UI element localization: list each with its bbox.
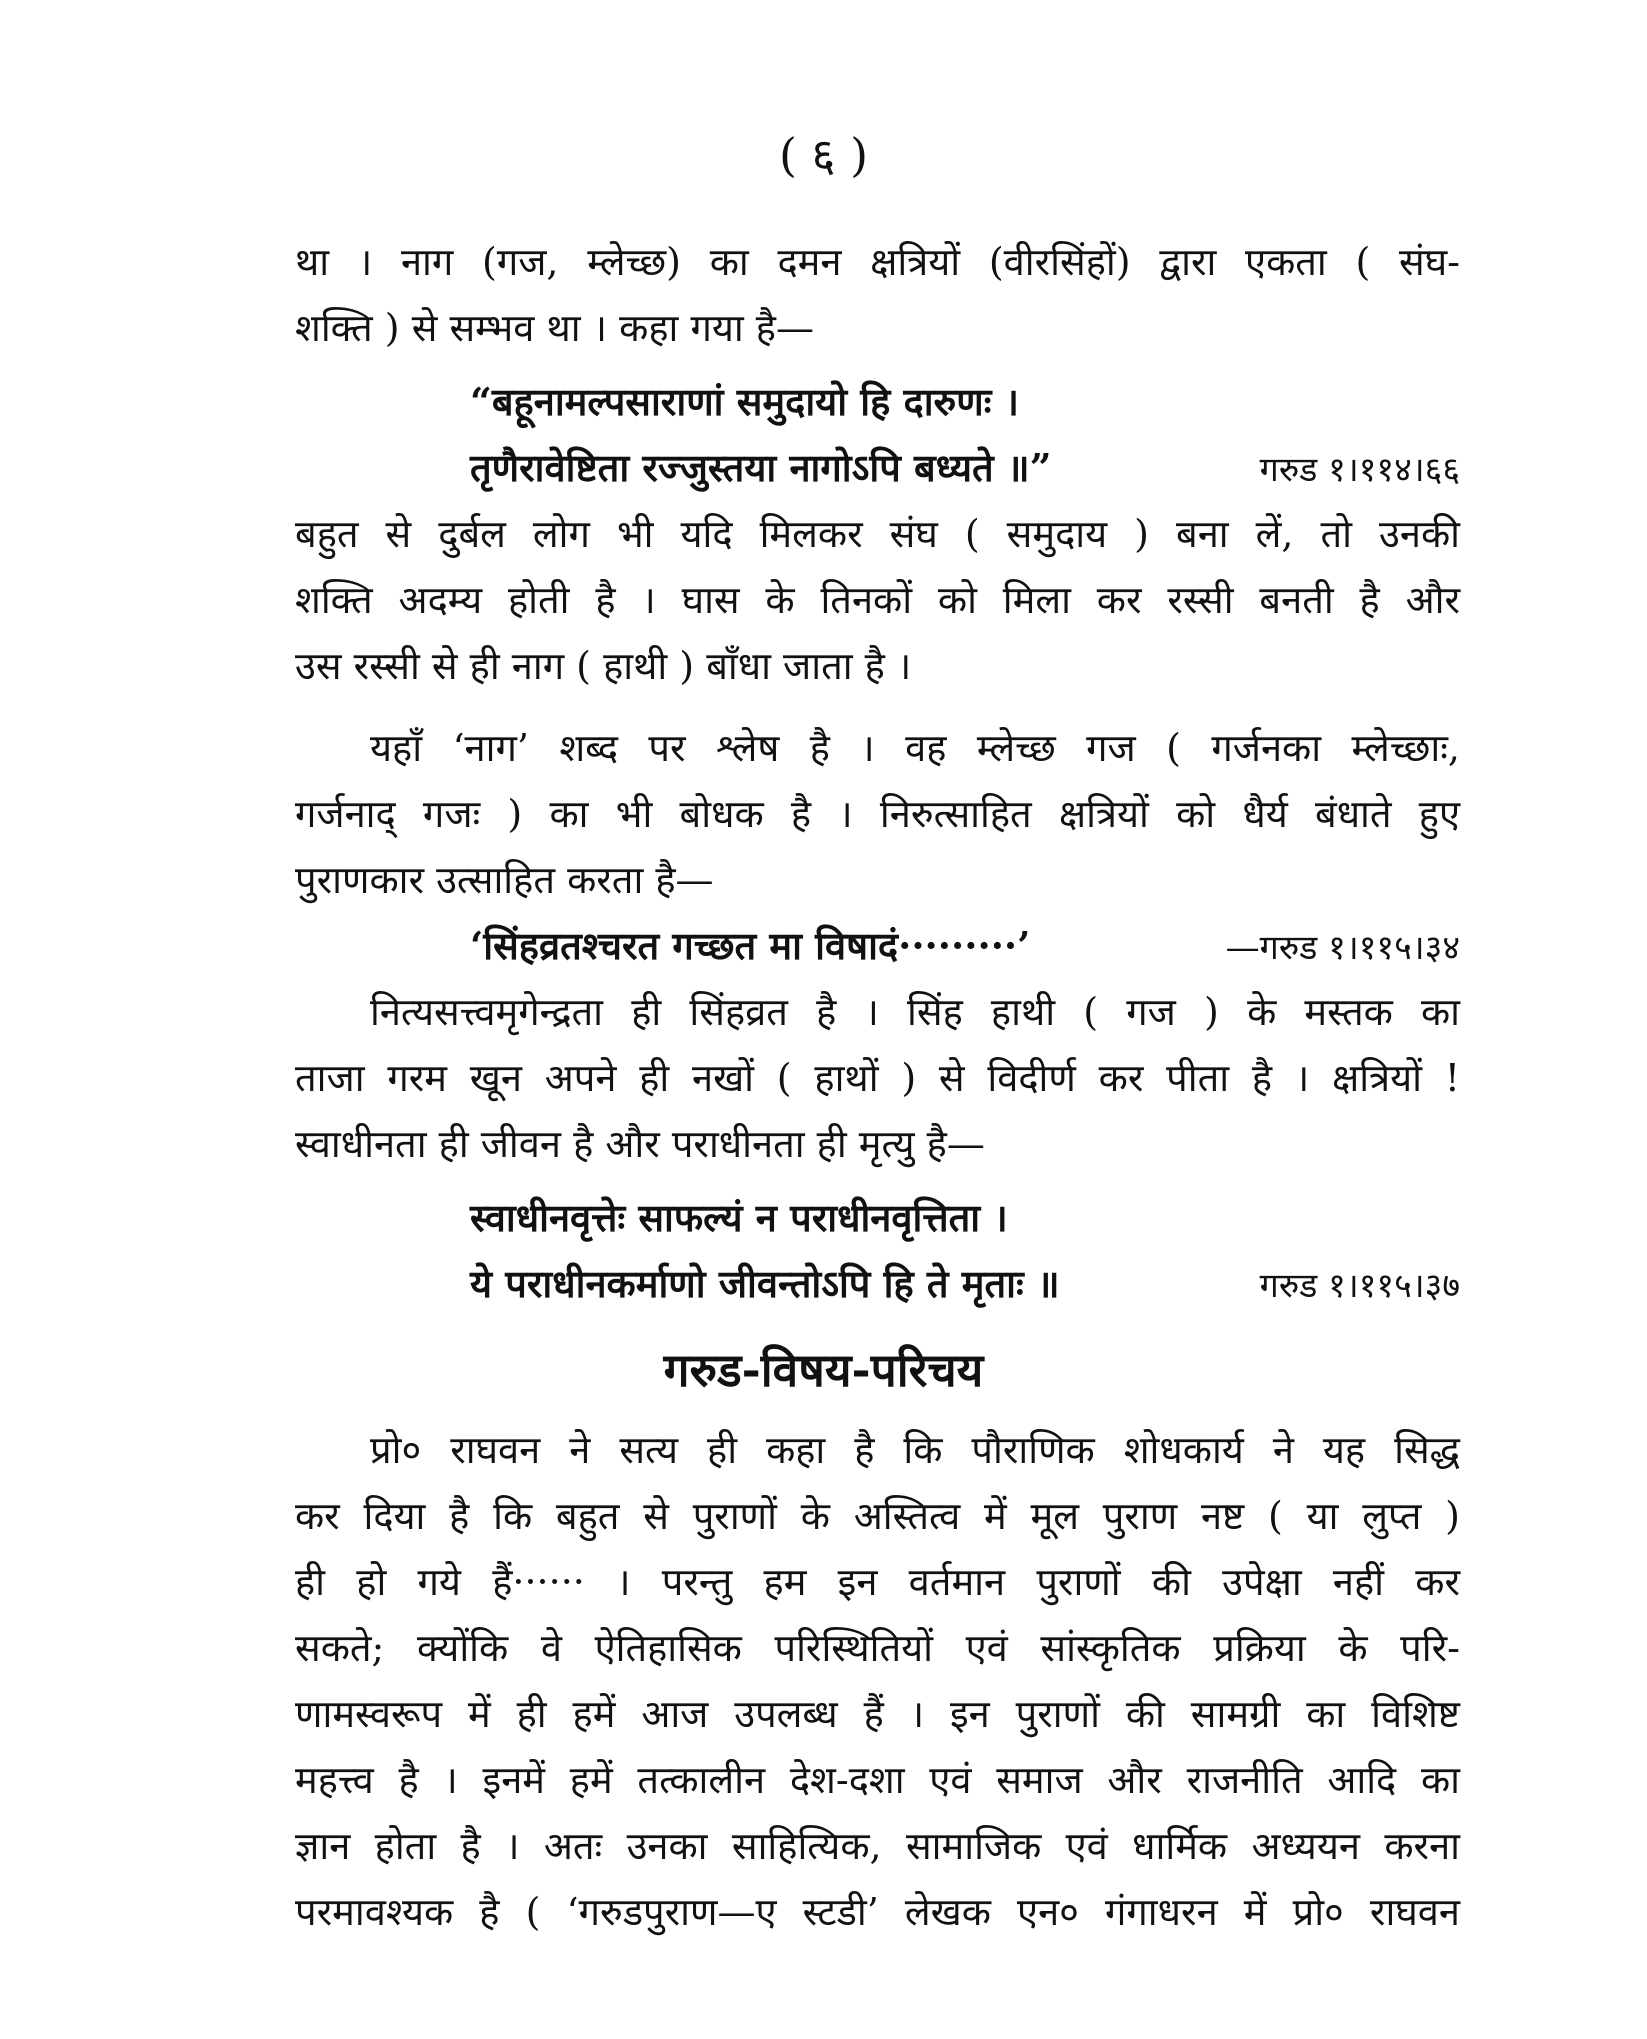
section-heading: गरुड-विषय-परिचय [663,1343,984,1397]
paragraph-line: स्वाधीनता ही जीवन है और पराधीनता ही मृत्यु है— [295,1122,985,1166]
paragraph-line: ही हो गये हैं······ । परन्तु हम इन वर्तमान पुराणों की उपेक्षा नहीं कर [295,1560,1460,1604]
paragraph-line: परमावश्यक है ( ‘गरुडपुराण—ए स्टडी’ लेखक एन० गंगाधरन में प्रो० राघवन [295,1890,1460,1934]
paragraph-line: गर्जनाद् गजः ) का भी बोधक है । निरुत्साहित क्षत्रियों को धैर्य बंधाते हुए [295,792,1460,836]
verse-citation: गरुड १।११५।३७ [1259,1266,1460,1306]
paragraph-line: प्रो० राघवन ने सत्य ही कहा है कि पौराणिक शोधकार्य ने यह सिद्ध [370,1428,1460,1472]
verse-line [470,1254,1460,1316]
paragraph-line: शक्ति ) से सम्भव था । कहा गया है— [295,306,814,350]
paragraph-line: था । नाग (गज, म्लेच्छ) का दमन क्षत्रियों (वीरसिंहों) द्वारा एकता ( संघ- [295,240,1460,284]
paragraph-line: णामस्वरूप में ही हमें आज उपलब्ध हैं । इन पुराणों की सामग्री का विशिष्ट [295,1692,1460,1736]
verse-line [470,1188,1460,1248]
paragraph-line: उस रस्सी से ही नाग ( हाथी ) बाँधा जाता है । [295,644,912,688]
verse-line [470,438,1460,500]
verse-text: “बहूनामल्पसाराणां समुदायो हि दारुणः । [470,379,1020,424]
verse-citation: —गरुड १।११५।३४ [1225,928,1460,968]
verse-line [470,372,1460,432]
paragraph-line: सकते; क्योंकि वे ऐतिहासिक परिस्थितियों एवं सांस्कृतिक प्रक्रिया के परि- [295,1626,1460,1670]
verse-text: ‘सिंहव्रतश्चरत गच्छत मा विषादं·········’ [470,923,1031,968]
paragraph-line: नित्यसत्त्वमृगेन्द्रता ही सिंहव्रत है । सिंह हाथी ( गज ) के मस्तक का [370,990,1460,1034]
paragraph-line: महत्त्व है । इनमें हमें तत्कालीन देश-दशा एवं समाज और राजनीति आदि का [295,1758,1460,1802]
verse-text: स्वाधीनवृत्तेः साफल्यं न पराधीनवृत्तिता । [470,1195,1008,1240]
page-number: ( ६ ) [778,128,869,182]
verse-citation: गरुड १।११४।६६ [1259,450,1460,490]
verse-text: ये पराधीनकर्माणो जीवन्तोऽपि हि ते मृताः ॥ [470,1261,1060,1306]
paragraph-line: ज्ञान होता है । अतः उनका साहित्यिक, सामाजिक एवं धार्मिक अध्ययन करना [295,1824,1460,1868]
verse-line [470,916,1460,978]
paragraph-line: पुराणकार उत्साहित करता है— [295,858,714,902]
paragraph-line: कर दिया है कि बहुत से पुराणों के अस्तित्व में मूल पुराण नष्ट ( या लुप्त ) [295,1494,1460,1538]
paragraph-line: शक्ति अदम्य होती है । घास के तिनकों को मिला कर रस्सी बनती है और [295,578,1460,622]
paragraph-line: बहुत से दुर्बल लोग भी यदि मिलकर संघ ( समुदाय ) बना लें, तो उनकी [295,512,1460,556]
paragraph-line: ताजा गरम खून अपने ही नखों ( हाथों ) से विदीर्ण कर पीता है । क्षत्रियों ! [295,1056,1460,1100]
verse-text: तृणैरावेष्टिता रज्जुस्तया नागोऽपि बध्यते ॥” [470,445,1052,490]
paragraph-line: यहाँ ‘नाग’ शब्द पर श्लेष है । वह म्लेच्छ गज ( गर्जनका म्लेच्छाः, [370,726,1460,770]
